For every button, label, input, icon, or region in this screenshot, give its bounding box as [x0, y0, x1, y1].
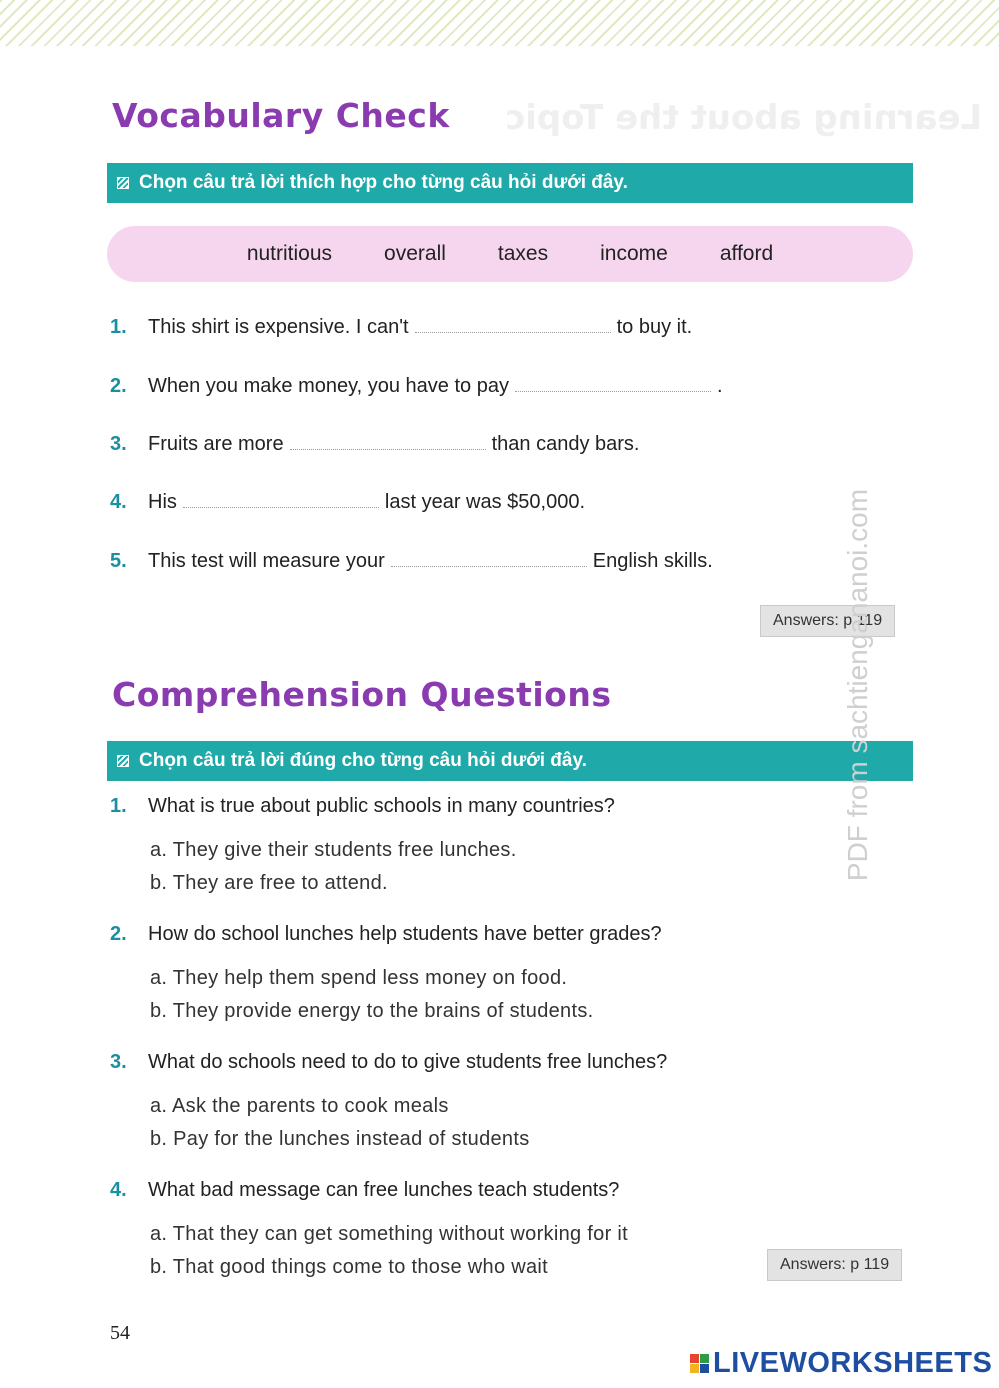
comprehension-question-2 [110, 923, 662, 946]
show-through-title: Learning about the Topic [505, 98, 983, 138]
question-number: 2. [110, 923, 127, 945]
question-number: 4. [110, 1179, 127, 1201]
comprehension-question-4 [110, 1179, 619, 1202]
question-text: English skills. [592, 550, 713, 572]
liveworksheets-grid-icon [690, 1354, 709, 1373]
answer-option[interactable]: b. Pay for the lunches instead of students [150, 1128, 530, 1150]
question-text: When you make money, you have to pay [148, 375, 509, 397]
question-text: How do school lunches help students have better grades? [148, 923, 662, 945]
question-number: 2. [110, 375, 127, 397]
answer-option[interactable]: a. Ask the parents to cook meals [150, 1095, 449, 1117]
vocabulary-check-title: Vocabulary Check [112, 96, 450, 135]
vocabulary-instruction-text: Chọn câu trả lời thích hợp cho từng câu hỏi dưới đây. [139, 172, 628, 193]
answer-option[interactable]: b. They are free to attend. [150, 872, 388, 894]
question-text: What do schools need to do to give students free lunches? [148, 1051, 668, 1073]
question-text: This shirt is expensive. I can't [148, 316, 409, 338]
vocab-question-3 [110, 433, 639, 456]
watermark [835, 450, 881, 920]
word-bank-item: nutritious [246, 242, 333, 265]
answer-blank[interactable] [515, 390, 711, 392]
comprehension-questions-title: Comprehension Questions [112, 675, 612, 714]
liveworksheets-logo [690, 1348, 992, 1378]
comprehension-question-1 [110, 795, 615, 818]
hatched-square-icon [117, 177, 129, 189]
vocab-question-5 [110, 550, 713, 573]
answer-option[interactable]: b. That good things come to those who wait [150, 1256, 549, 1278]
comprehension-answers-reference: Answers: p 119 [767, 1249, 902, 1281]
comprehension-instruction-text: Chọn câu trả lời đúng cho từng câu hỏi dưới đây. [139, 750, 587, 771]
hatched-square-icon [117, 755, 129, 767]
question-number: 3. [110, 433, 127, 455]
word-bank-item: taxes [497, 242, 549, 265]
vocab-question-2 [110, 375, 723, 398]
watermark-text: PDF from sachtiengananoi.com [842, 488, 873, 882]
vocab-question-1 [110, 316, 692, 339]
question-text: His [148, 491, 177, 513]
word-bank-item: income [600, 242, 668, 265]
question-text: than candy bars. [491, 433, 640, 455]
question-number: 4. [110, 491, 127, 513]
liveworksheets-wordmark: LIVEWORKSHEETS [713, 1346, 993, 1379]
vocab-question-4 [110, 491, 585, 514]
answer-option[interactable]: a. They give their students free lunches. [150, 839, 517, 861]
word-bank-item: overall [384, 242, 446, 265]
question-text: This test will measure your [148, 550, 385, 572]
question-text: last year was $50,000. [384, 491, 586, 513]
question-number: 1. [110, 795, 127, 817]
answer-option[interactable]: a. They help them spend less money on food. [150, 967, 568, 989]
answer-option[interactable]: b. They provide energy to the brains of students. [150, 1000, 594, 1022]
word-bank [107, 226, 913, 282]
vocab-answers-reference: Answers: p 119 [760, 605, 895, 637]
question-number: 1. [110, 316, 127, 338]
page-number: 54 [110, 1322, 130, 1344]
top-stripe-decoration [0, 0, 999, 46]
question-text: to buy it. [616, 316, 693, 338]
comprehension-instruction-banner [107, 741, 913, 781]
question-text: Fruits are more [148, 433, 284, 455]
question-text: . [716, 375, 723, 397]
answer-blank[interactable] [290, 448, 486, 450]
answer-option[interactable]: a. That they can get something without working for it [150, 1223, 628, 1245]
answer-blank[interactable] [391, 565, 587, 567]
word-bank-item: afford [719, 242, 774, 265]
answer-blank[interactable] [183, 506, 379, 508]
comprehension-question-3 [110, 1051, 667, 1074]
question-text: What bad message can free lunches teach students? [148, 1179, 620, 1201]
answer-blank[interactable] [415, 331, 611, 333]
question-text: What is true about public schools in many countries? [148, 795, 615, 817]
vocabulary-instruction-banner [107, 163, 913, 203]
question-number: 5. [110, 550, 127, 572]
question-number: 3. [110, 1051, 127, 1073]
